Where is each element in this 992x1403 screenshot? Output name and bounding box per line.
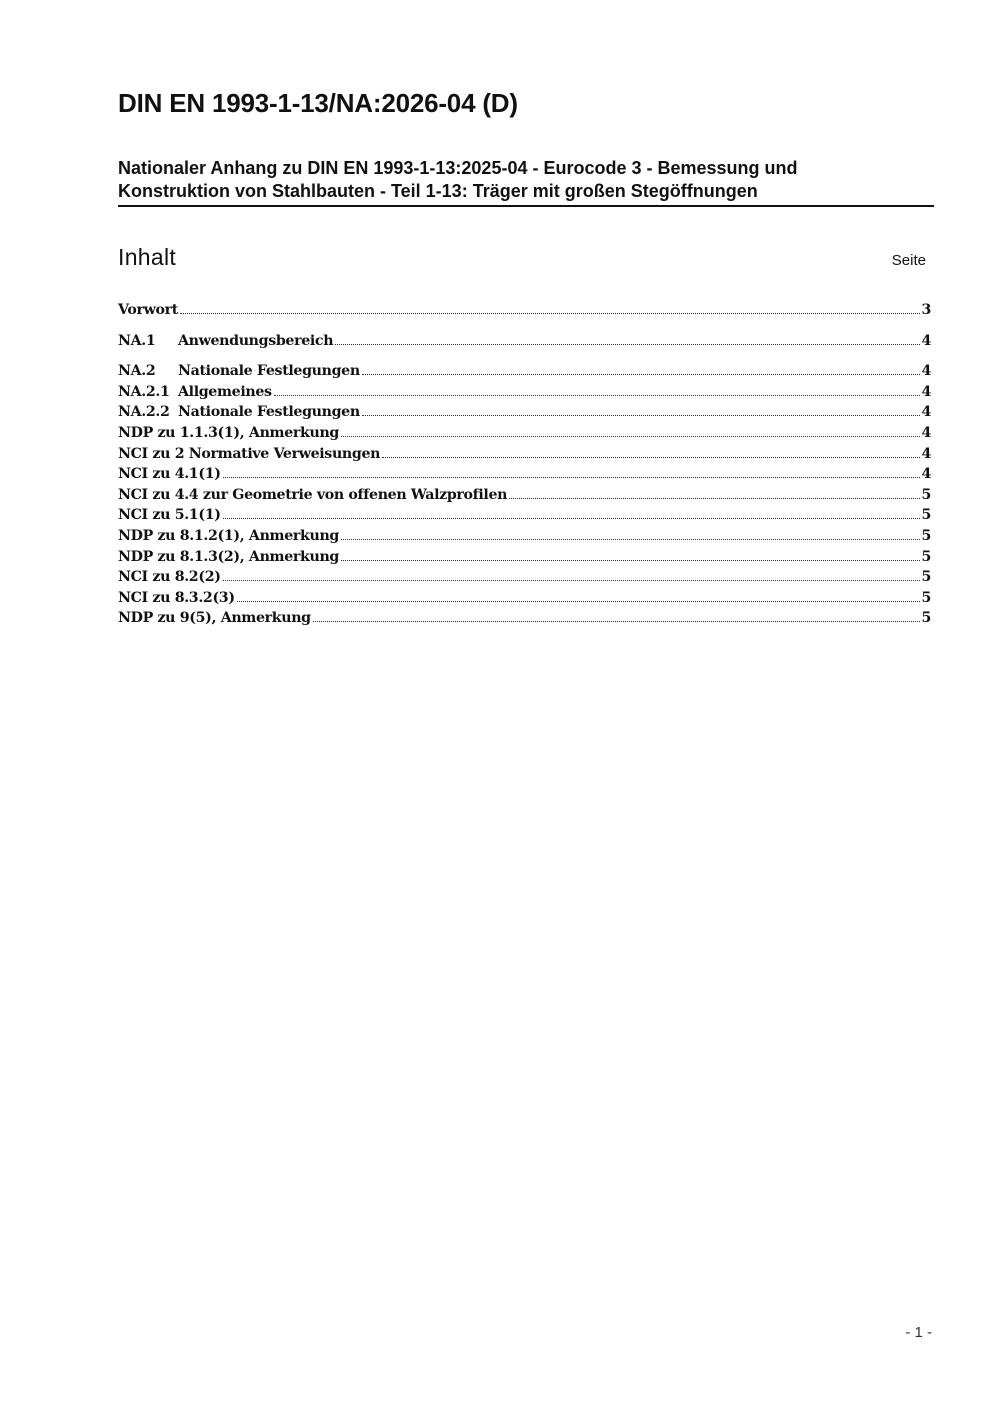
toc-entry-text: NCI zu 5.1(1) xyxy=(118,507,221,524)
toc-entry-na-1[interactable] xyxy=(118,333,931,354)
table-of-contents xyxy=(118,302,931,631)
toc-entry-nci-5-1[interactable] xyxy=(118,507,931,528)
toc-entry-page: 5 xyxy=(921,527,931,544)
toc-entry-nci-4-4[interactable] xyxy=(118,487,931,508)
toc-entry-na-2-2[interactable] xyxy=(118,404,931,425)
toc-entry-text: NDP zu 1.1.3(1), Anmerkung xyxy=(118,424,339,441)
toc-entry-number: NA.2.1 xyxy=(118,383,170,400)
toc-entry-page: 4 xyxy=(921,332,931,349)
toc-entry-ndp-9-5[interactable] xyxy=(118,610,931,631)
toc-dot-leader xyxy=(274,395,921,396)
toc-entry-page: 5 xyxy=(921,548,931,565)
toc-dot-leader xyxy=(237,601,921,602)
toc-dot-leader xyxy=(223,580,921,581)
toc-entry-text: Anwendungsbereich xyxy=(178,332,334,349)
toc-entry-nci-8-3-2[interactable] xyxy=(118,590,931,611)
toc-entry-text: NDP zu 9(5), Anmerkung xyxy=(118,610,311,627)
toc-entry-page: 4 xyxy=(921,383,931,400)
toc-entry-page: 5 xyxy=(921,589,931,606)
toc-entry-ndp-1-1-3[interactable] xyxy=(118,425,931,446)
toc-entry-nci-2[interactable] xyxy=(118,446,931,467)
toc-entry-nci-8-2[interactable] xyxy=(118,569,931,590)
toc-entry-number: NA.1 xyxy=(118,332,156,349)
subtitle-line-2: Konstruktion von Stahlbauten - Teil 1-13: Träger mit großen Stegöffnungen xyxy=(118,181,758,201)
toc-dot-leader xyxy=(341,539,920,540)
toc-entry-text: NCI zu 8.3.2(3) xyxy=(118,589,235,606)
toc-page-column-label: Seite xyxy=(891,252,926,269)
toc-entry-page: 5 xyxy=(921,569,931,586)
toc-entry-text: Nationale Festlegungen xyxy=(178,404,360,421)
toc-dot-leader xyxy=(362,374,921,375)
toc-entry-text: NCI zu 2 Normative Verweisungen xyxy=(118,445,381,462)
toc-entry-page: 4 xyxy=(921,424,931,441)
toc-entry-nci-4-1[interactable] xyxy=(118,466,931,487)
toc-dot-leader xyxy=(341,436,920,437)
toc-dot-leader xyxy=(223,477,921,478)
toc-dot-leader xyxy=(382,457,920,458)
toc-entry-text: NCI zu 4.4 zur Geometrie von offenen Walzprofilen xyxy=(118,486,508,503)
toc-dot-leader xyxy=(180,313,921,314)
toc-dot-leader xyxy=(313,621,921,622)
toc-entry-page: 4 xyxy=(921,363,931,380)
document-subtitle xyxy=(118,157,934,207)
toc-entry-text: NCI zu 8.2(2) xyxy=(118,569,221,586)
subtitle-line-1: Nationaler Anhang zu DIN EN 1993-1-13:2025-04 - Eurocode 3 - Bemessung und xyxy=(118,158,798,178)
toc-entry-text: NCI zu 4.1(1) xyxy=(118,466,221,483)
toc-heading: Inhalt xyxy=(118,244,177,270)
toc-entry-page: 5 xyxy=(921,610,931,627)
toc-entry-text: NDP zu 8.1.3(2), Anmerkung xyxy=(118,548,339,565)
toc-entry-text: Allgemeines xyxy=(178,383,272,400)
toc-entry-number: NA.2 xyxy=(118,363,156,380)
toc-dot-leader xyxy=(223,518,921,519)
toc-entry-number: NA.2.2 xyxy=(118,404,170,421)
toc-entry-page: 3 xyxy=(921,302,931,318)
toc-entry-text: NDP zu 8.1.2(1), Anmerkung xyxy=(118,527,339,544)
toc-entry-na-2[interactable] xyxy=(118,363,931,384)
toc-entry-page: 5 xyxy=(921,507,931,524)
toc-dot-leader xyxy=(341,560,920,561)
toc-entry-page: 4 xyxy=(921,466,931,483)
toc-entry-text: Vorwort xyxy=(118,302,178,318)
page-number: - 1 - xyxy=(905,1324,932,1341)
toc-entry-na-2-1[interactable] xyxy=(118,384,931,405)
toc-entry-ndp-8-1-2[interactable] xyxy=(118,528,931,549)
toc-entry-page: 4 xyxy=(921,445,931,462)
toc-dot-leader xyxy=(509,498,920,499)
document-title: DIN EN 1993-1-13/NA:2026-04 (D) xyxy=(118,88,518,118)
toc-entry-page: 5 xyxy=(921,486,931,503)
toc-dot-leader xyxy=(362,415,921,416)
toc-dot-leader xyxy=(335,344,920,345)
toc-entry-text: Nationale Festlegungen xyxy=(178,363,360,380)
toc-entry-vorwort[interactable] xyxy=(118,302,931,323)
toc-entry-ndp-8-1-3[interactable] xyxy=(118,549,931,570)
toc-entry-page: 4 xyxy=(921,404,931,421)
